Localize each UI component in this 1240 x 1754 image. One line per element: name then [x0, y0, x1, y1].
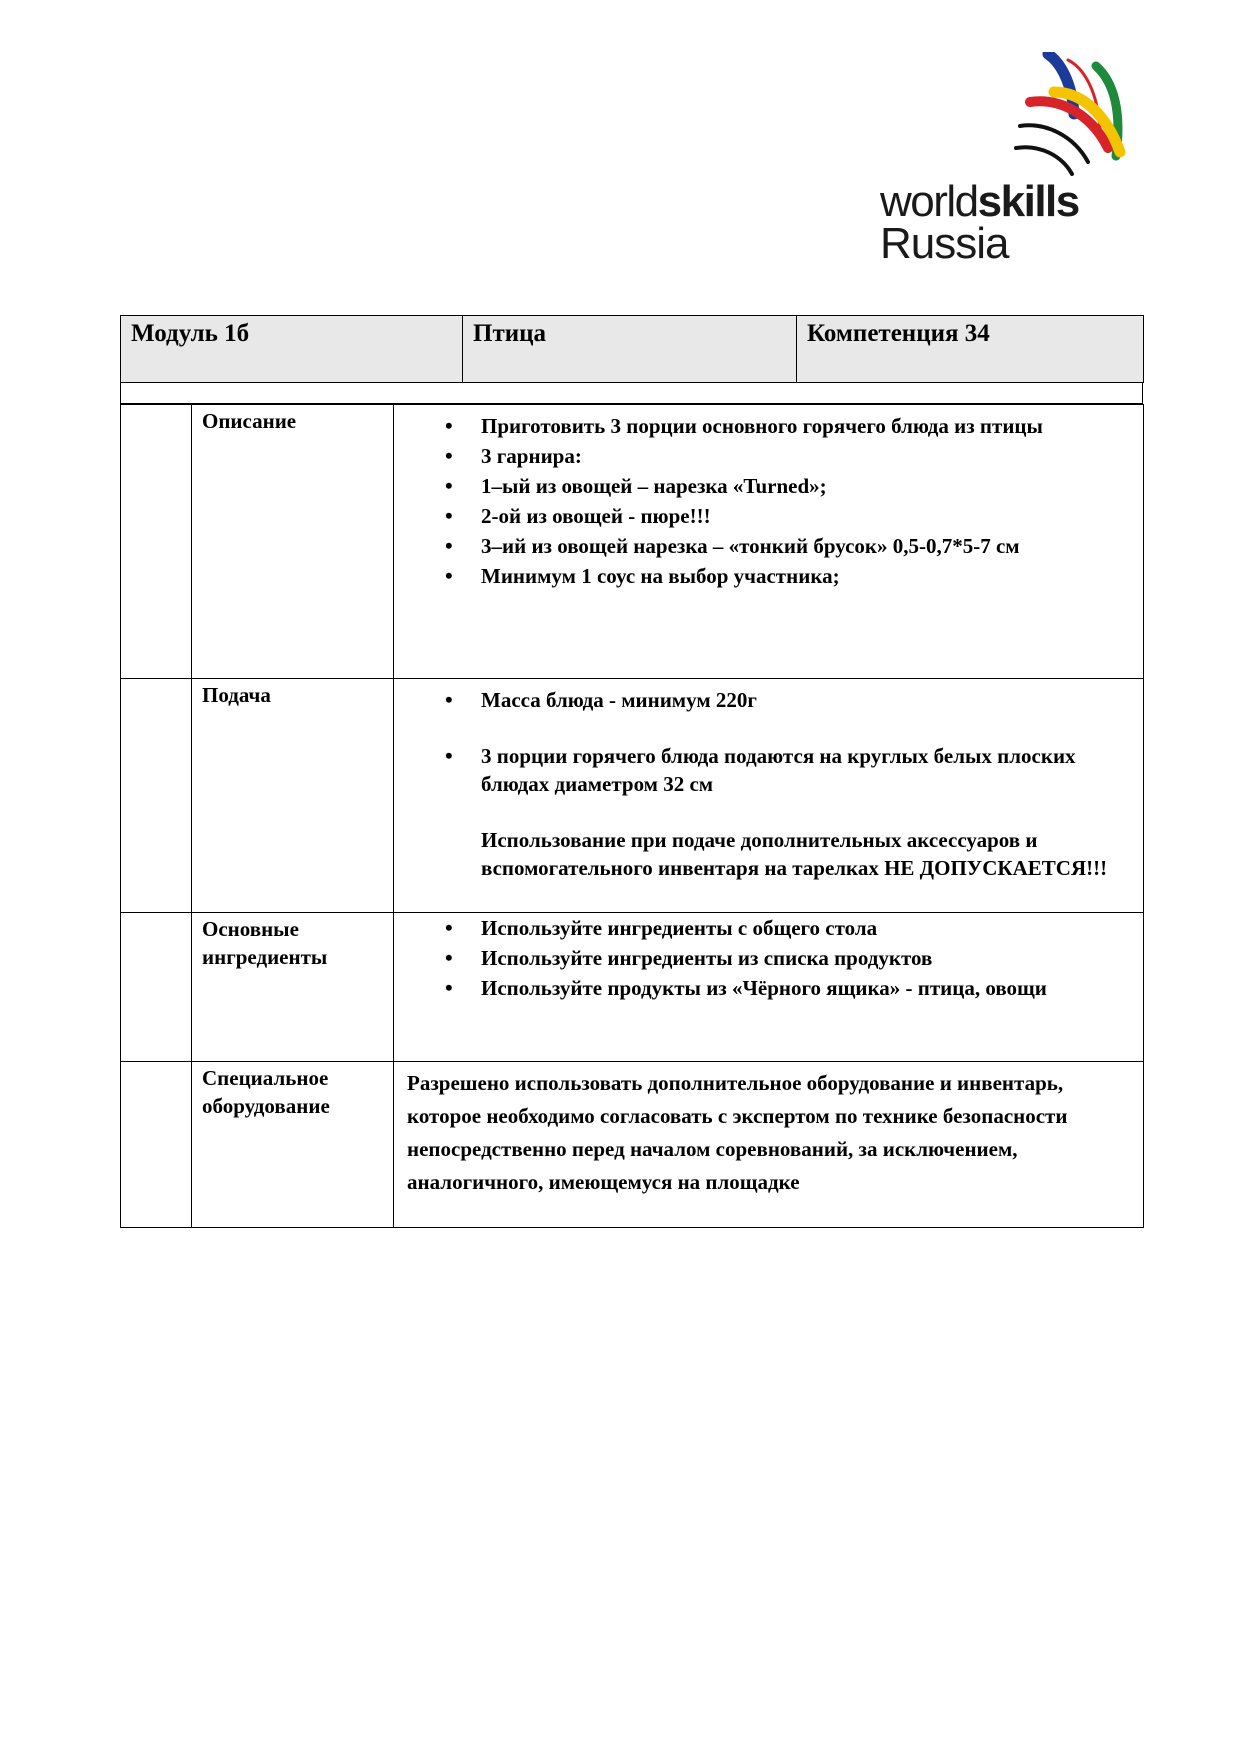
serving-label: Подача — [192, 679, 394, 913]
ingredients-label-line: Основные — [202, 917, 299, 941]
description-item: • 2-ой из овощей - пюре!!! — [481, 502, 1142, 530]
ingredients-label — [192, 913, 394, 1062]
equipment-row — [121, 1062, 1144, 1228]
worldskills-emblem-icon — [1010, 52, 1130, 182]
module-topic: Птица — [463, 316, 797, 383]
module-title: Модуль 1б — [121, 316, 463, 383]
ingredients-label-line: ингредиенты — [202, 945, 328, 969]
serving-content — [394, 679, 1144, 913]
module-header-table — [120, 315, 1144, 383]
ingredients-item: • Используйте продукты из «Чёрного ящика» - птица, овощи — [481, 974, 1142, 1002]
competence-title: Компетенция 34 — [797, 316, 1144, 383]
ingredients-row — [121, 913, 1144, 1062]
row-number-cell — [121, 679, 192, 913]
row-number-cell — [121, 913, 192, 1062]
description-list — [395, 412, 1142, 590]
logo-word-world: world — [880, 177, 978, 226]
description-item: • Минимум 1 соус на выбор участника; — [481, 562, 1142, 590]
description-row — [121, 405, 1144, 679]
serving-list — [395, 686, 1142, 798]
row-number-cell — [121, 405, 192, 679]
ingredients-item: • Используйте ингредиенты с общего стола — [481, 914, 1142, 942]
description-content — [394, 405, 1144, 679]
serving-note: Использование при подаче дополнительных аксессуаров и вспомогательного инвентаря на тарелках НЕ ДОПУСКАЕТСЯ!!! — [481, 828, 1108, 880]
ingredients-item: • Используйте ингредиенты из списка продуктов — [481, 944, 1142, 972]
equipment-label-line: Специальное — [202, 1066, 329, 1090]
ingredients-list — [395, 914, 1142, 1002]
equipment-label-line: оборудование — [202, 1094, 330, 1118]
description-item: • 3 гарнира: — [481, 442, 1142, 470]
header-spacer-row — [120, 383, 1143, 404]
serving-row — [121, 679, 1144, 913]
description-item: • 3–ий из овощей нарезка – «тонкий брусок» 0,5-0,7*5-7 см — [481, 532, 1142, 560]
equipment-text: Разрешено использовать дополнительное оборудование и инвентарь, которое необходимо согласовать с экспертом по технике безопасности непосредственно перед началом соревнований, за исключением, аналогичного, имеющемуся на площадке — [407, 1071, 1068, 1194]
serving-item: • Масса блюда - минимум 220г — [481, 686, 1142, 714]
row-number-cell — [121, 1062, 192, 1228]
description-label: Описание — [192, 405, 394, 679]
description-item: • 1–ый из овощей – нарезка «Turned»; — [481, 472, 1142, 500]
logo-word-russia: Russia — [880, 219, 1009, 268]
serving-item: • 3 порции горячего блюда подаются на круглых белых плоских блюдах диаметром 32 см — [481, 742, 1142, 798]
equipment-label — [192, 1062, 394, 1228]
logo-wordmark — [880, 177, 1079, 268]
ingredients-content — [394, 913, 1144, 1062]
worldskills-logo — [880, 52, 1130, 272]
description-item: • Приготовить 3 порции основного горячего блюда из птицы — [481, 412, 1142, 440]
equipment-content — [394, 1062, 1144, 1228]
logo-word-skills: skills — [977, 177, 1079, 226]
module-details-table — [120, 404, 1144, 1228]
